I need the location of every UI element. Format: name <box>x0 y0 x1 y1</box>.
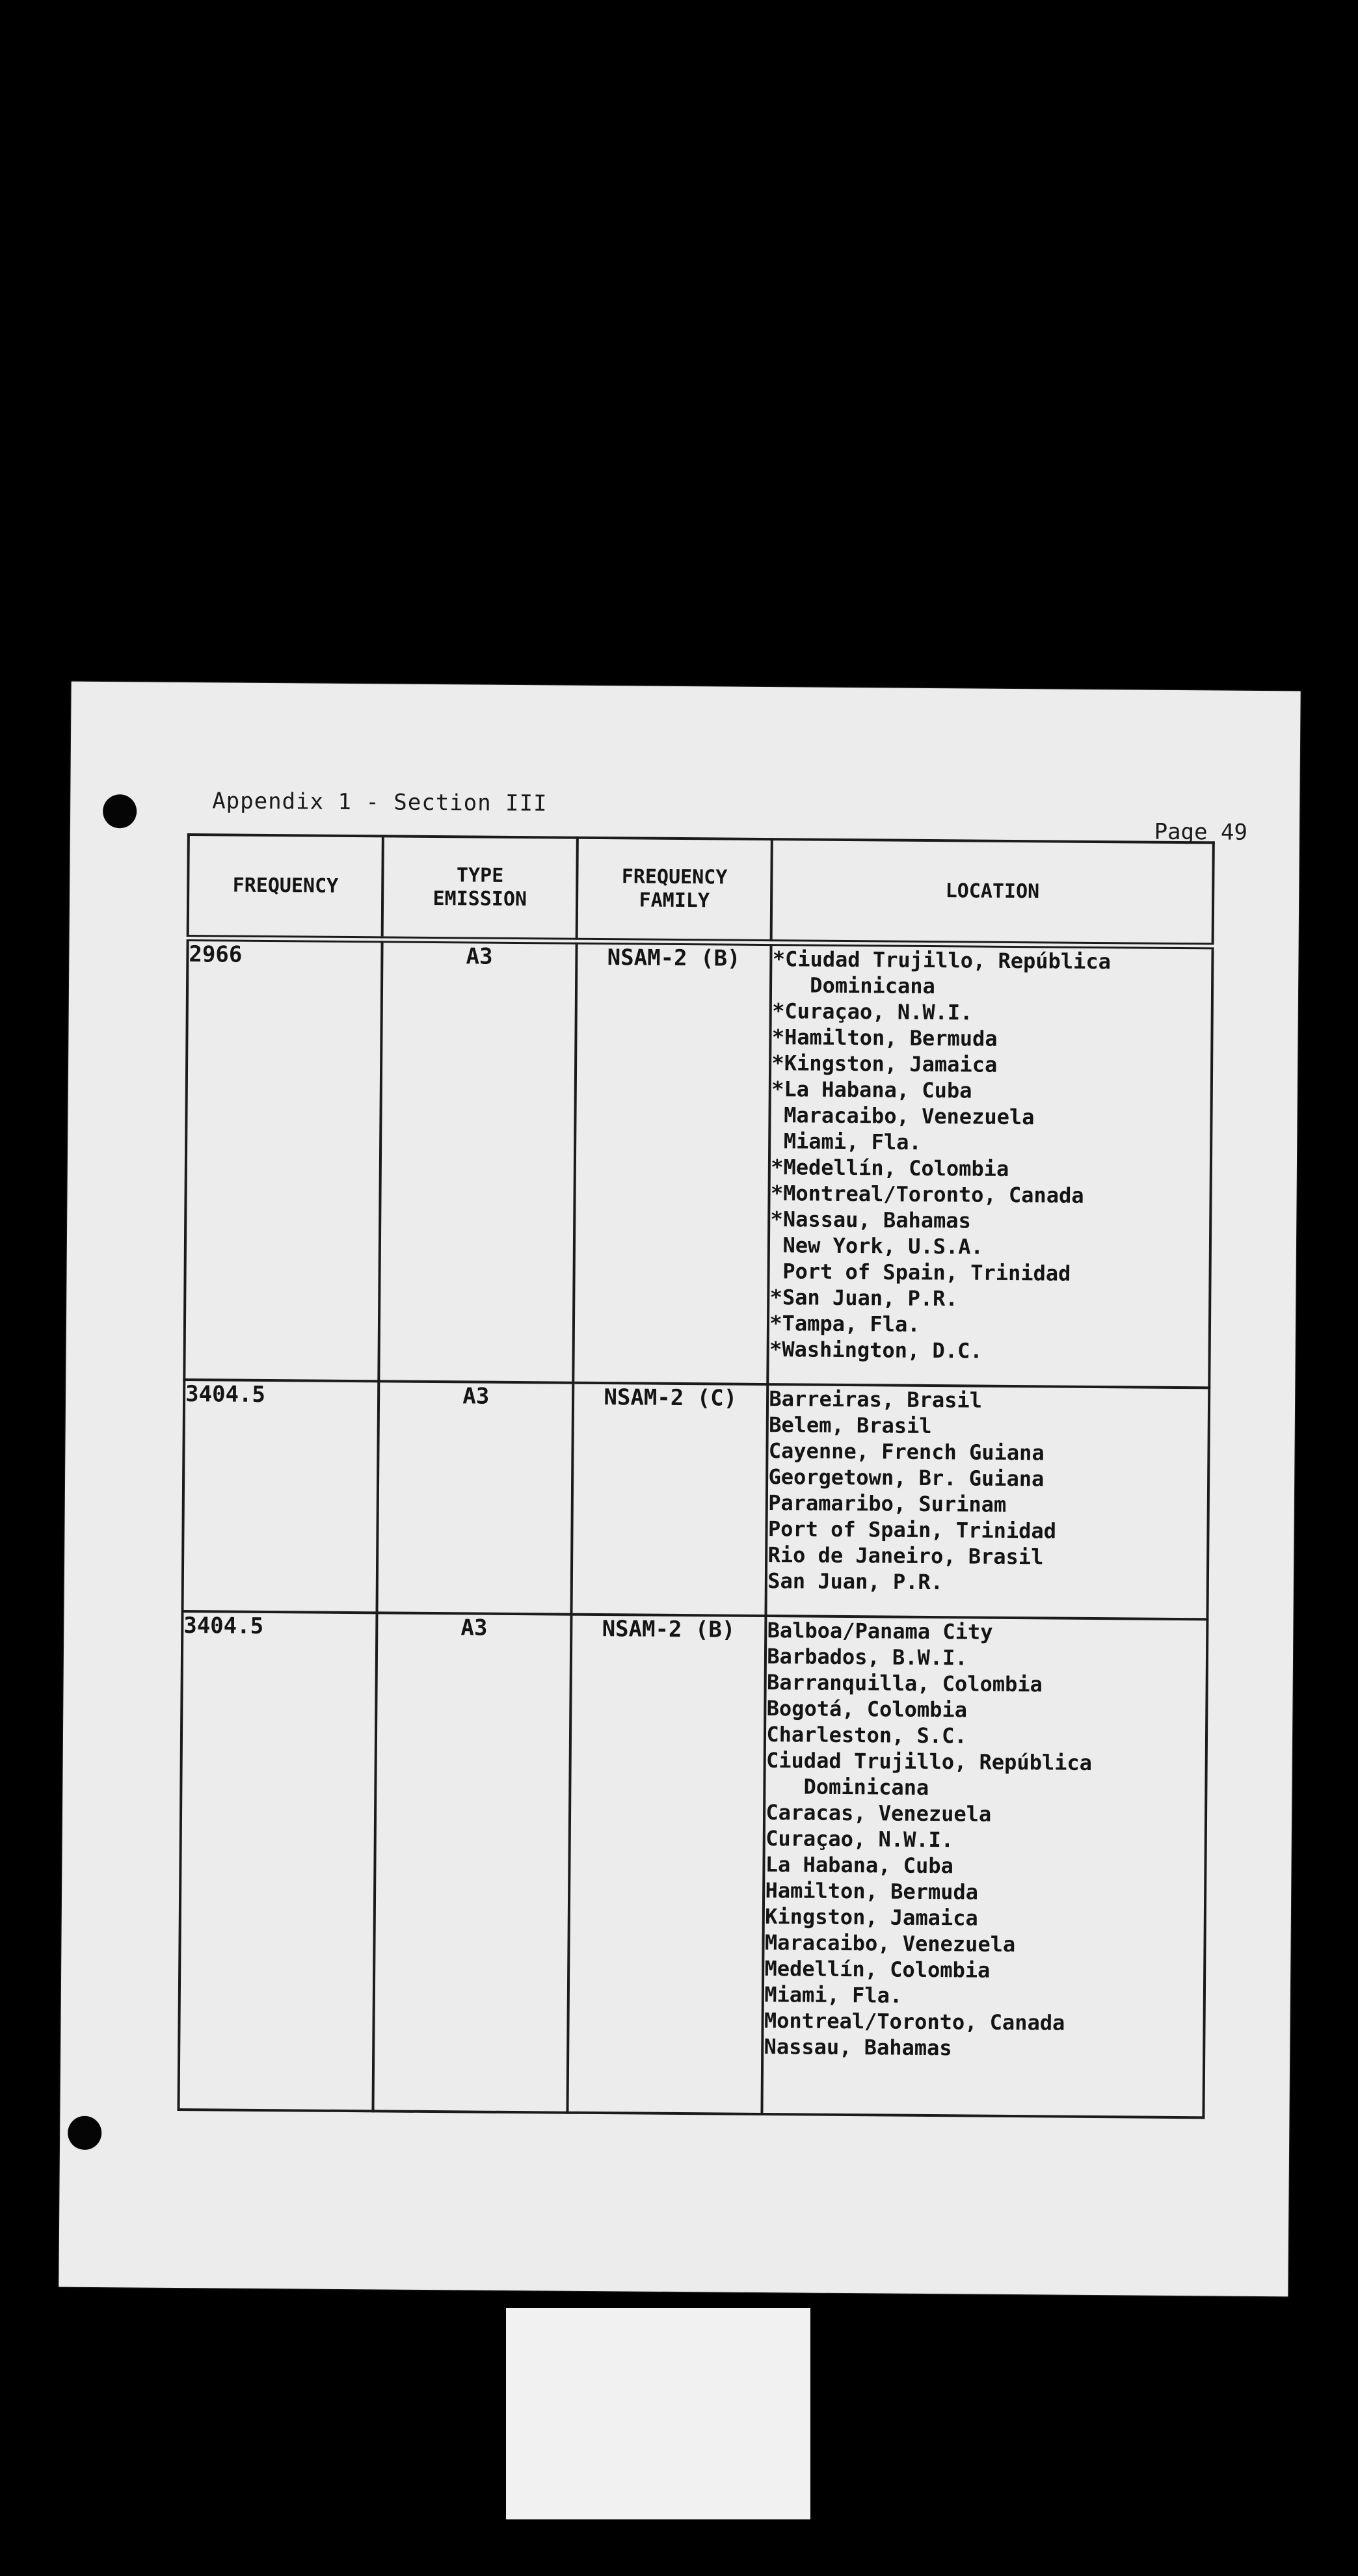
frequency-cell: 3404.5 <box>178 1611 377 2111</box>
location-entry: Dominicana <box>772 973 936 999</box>
location-entry: Balboa/Panama City <box>767 1618 993 1644</box>
location-entry: Curaçao, N.W.I. <box>766 1826 954 1853</box>
location-entry: Dominicana <box>766 1774 929 1801</box>
location-entry: Maracaibo, Venezuela <box>764 1930 1016 1957</box>
location-entry: Rio de Janeiro, Brasil <box>767 1542 1044 1570</box>
location-cell <box>762 1616 1208 2117</box>
location-entry: Port of Spain, Trinidad <box>769 1259 1071 1286</box>
table-row <box>182 1380 1209 1619</box>
location-cell <box>766 1384 1209 1619</box>
location-entry: Kingston, Jamaica <box>765 1904 978 1931</box>
location-entry: Medellín, Colombia <box>764 1956 991 1983</box>
frequency-table <box>177 833 1214 2119</box>
location-entry: La Habana, Cuba <box>765 1852 953 1879</box>
location-entry: *Ciudad Trujillo, República <box>772 946 1112 974</box>
location-entry: Georgetown, Br. Guiana <box>768 1464 1045 1492</box>
page-number: Page 49 <box>1154 818 1248 846</box>
location-entry: Miami, Fla. <box>764 1982 903 2008</box>
punch-hole <box>68 2116 101 2150</box>
location-cell <box>768 943 1213 1388</box>
location-entry: *Washington, D.C. <box>769 1337 983 1363</box>
location-entry: Maracaibo, Venezuela <box>771 1103 1035 1130</box>
column-header-location: LOCATION <box>771 839 1214 946</box>
column-header-frequency: FREQUENCY <box>188 835 384 939</box>
location-entry: *Hamilton, Bermuda <box>771 1025 998 1051</box>
location-entry: *La Habana, Cuba <box>771 1077 972 1103</box>
section-heading: Appendix 1 - Section III <box>212 788 548 817</box>
location-entry: *Kingston, Jamaica <box>771 1051 998 1077</box>
table-row <box>178 1611 1207 2117</box>
location-entry: Port of Spain, Trinidad <box>767 1516 1057 1544</box>
location-entry: San Juan, P.R. <box>767 1568 944 1595</box>
location-entry: Belem, Brasil <box>769 1412 932 1439</box>
family-cell: NSAM-2 (B) <box>568 1615 766 2114</box>
table-row <box>184 938 1212 1388</box>
emission-cell: A3 <box>379 939 577 1382</box>
location-entry: Barreiras, Brasil <box>769 1386 983 1413</box>
location-entry: *Nassau, Bahamas <box>770 1207 972 1233</box>
frequency-cell: 3404.5 <box>182 1380 379 1613</box>
location-entry: *Tampa, Fla. <box>769 1311 920 1337</box>
column-header-type-emission: TYPE EMISSION <box>382 836 578 941</box>
emission-cell: A3 <box>373 1613 572 2112</box>
table-header-row <box>188 835 1214 946</box>
location-entry: Nassau, Bahamas <box>764 2034 952 2061</box>
punch-hole <box>103 794 137 828</box>
column-header-frequency-family: FREQUENCY FAMILY <box>577 838 773 943</box>
location-entry: *Medellín, Colombia <box>771 1155 1009 1181</box>
location-entry: *Curaçao, N.W.I. <box>772 999 973 1025</box>
location-entry: Paramaribo, Surinam <box>768 1490 1007 1517</box>
blank-card <box>506 2308 810 2519</box>
frequency-cell: 2966 <box>184 938 382 1381</box>
family-cell: NSAM-2 (C) <box>572 1383 768 1616</box>
location-entry: Caracas, Venezuela <box>766 1800 992 1827</box>
location-entry: Miami, Fla. <box>771 1129 922 1155</box>
location-entry: Cayenne, French Guiana <box>768 1438 1045 1466</box>
document-page <box>59 682 1300 2297</box>
location-entry: Montreal/Toronto, Canada <box>764 2008 1065 2035</box>
location-entry: Barranquilla, Colombia <box>766 1670 1043 1697</box>
location-entry: Charleston, S.C. <box>766 1722 967 1749</box>
location-entry: *San Juan, P.R. <box>769 1285 958 1311</box>
location-entry: *Montreal/Toronto, Canada <box>770 1181 1084 1208</box>
location-entry: Hamilton, Bermuda <box>765 1878 979 1905</box>
emission-cell: A3 <box>377 1381 574 1614</box>
location-entry: Barbados, B.W.I. <box>767 1644 968 1670</box>
location-entry: Ciudad Trujillo, República <box>766 1748 1093 1775</box>
location-entry: New York, U.S.A. <box>770 1233 983 1259</box>
family-cell: NSAM-2 (B) <box>573 941 771 1384</box>
location-entry: Bogotá, Colombia <box>766 1696 968 1723</box>
